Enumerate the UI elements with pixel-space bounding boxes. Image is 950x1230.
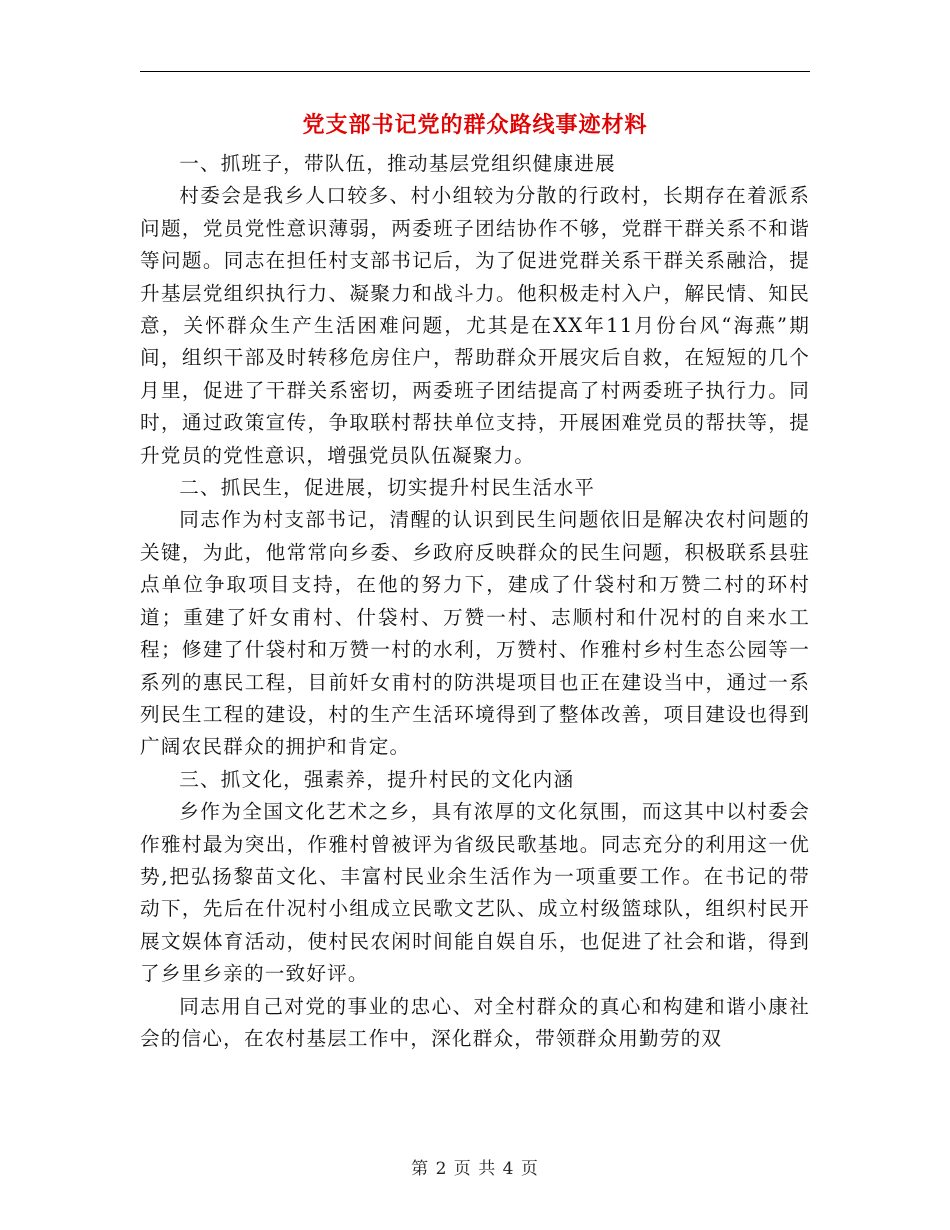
header-rule: [140, 71, 810, 72]
paragraph-2: 同志作为村支部书记，清醒的认识到民生问题依旧是解决农村问题的关键，为此，他常常向乡委、乡政府反映群众的民生问题，积极联系县驻点单位争取项目支持，在他的努力下，建成了什袋村和万赞二村的环村道；重建了奷女甫村、什袋村、万赞一村、志顺村和什况村的自来水工程；修建了什袋村和万赞一村的水利，万赞村、作雅村乡村生态公园等一系列的惠民工程，目前奷女甫村的防洪堤项目也正在建设当中，通过一系列民生工程的建设，村的生产生活环境得到了整体改善，项目建设也得到广阔农民群众的拥护和肯定。: [140, 508, 810, 759]
section-heading-3: 三、抓文化，强素养，提升村民的文化内涵: [179, 767, 575, 791]
section-heading-2: 二、抓民生，促进展，切实提升村民生活水平: [179, 476, 596, 500]
paragraph-3: 乡作为全国文化艺术之乡，具有浓厚的文化氛围，而这其中以村委会作雅村最为突出，作雅村曾被评为省级民歌基地。同志充分的利用这一优势,把弘扬黎苗文化、丰富村民业余生活作为一项重要工作。在书记的带动下，先后在什况村小组成立民歌文艺队、成立村级篮球队，组织村民开展文娱体育活动，使村民农闲时间能自娱自乐，也促进了社会和谐，得到了乡里乡亲的一致好评。: [140, 800, 810, 986]
paragraph-1: 村委会是我乡人口较多、村小组较为分散的行政村，长期存在着派系问题，党员党性意识薄弱，两委班子团结协作不够，党群干群关系不和谐等问题。同志在担任村支部书记后，为了促进党群关系干群关系融洽，提升基层党组织执行力、凝聚力和战斗力。他积极走村入户，解民情、知民意，关怀群众生产生活困难问题，尤其是在XX年11月份台风“海燕”期间，组织干部及时转移危房住户，帮助群众开展灾后自救，在短短的几个月里，促进了干群关系密切，两委班子团结提高了村两委班子执行力。同时，通过政策宣传，争取联村帮扶单位支持，开展困难党员的帮扶等，提升党员的党性意识，增强党员队伍凝聚力。: [140, 184, 810, 467]
document-title: 党支部书记党的群众路线事迹材料: [302, 112, 648, 138]
section-heading-1: 一、抓班子，带队伍，推动基层党组织健康进展: [179, 152, 616, 175]
paragraph-4: 同志用自己对党的事业的忠心、对全村群众的真心和构建和谐小康社会的信心，在农村基层工作中，深化群众，带领群众用勤劳的双: [140, 994, 810, 1050]
page-number: 第 2 页 共 4 页: [411, 1159, 539, 1179]
document-body: [140, 148, 810, 1055]
